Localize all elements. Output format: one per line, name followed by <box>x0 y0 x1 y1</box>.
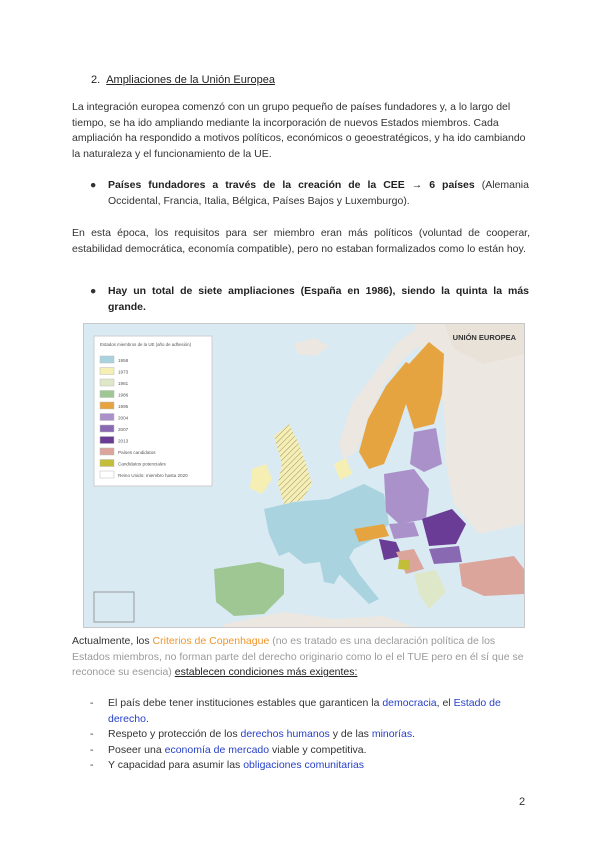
legend-title: Estados miembros de la UE (año de adhesión) <box>100 342 192 347</box>
conditions-list <box>90 696 530 774</box>
legend-swatch <box>100 460 114 467</box>
criteria-lead: Actualmente, los <box>72 635 153 647</box>
legend-label: 1958 <box>118 357 129 363</box>
legend-swatch <box>100 379 114 386</box>
legend-label: 1981 <box>118 380 129 386</box>
era-paragraph: En esta época, los requisitos para ser miembro eran más políticos (voluntad de cooperar, estabilidad democrática, economía compatible), pero no estaban formalizados como lo están hoy. <box>72 227 530 255</box>
legend-label: Países candidatos <box>118 449 156 455</box>
legend-swatch <box>100 414 114 421</box>
list-item: - Respeto y protección de los derechos humanos y de las minorías. <box>90 727 530 743</box>
legend-label: 1995 <box>118 403 129 409</box>
rule-of-law-link[interactable]: Estado de derecho <box>108 697 501 725</box>
legend-swatch <box>100 368 114 375</box>
minorities-link[interactable]: minorías <box>371 728 413 740</box>
legend-label: Candidatos potenciales <box>118 461 166 467</box>
democracy-link[interactable]: democracia <box>382 697 437 709</box>
list-dash: - <box>90 759 94 771</box>
bullet-dot: ● <box>90 179 97 191</box>
list-item: - Y capacidad para asumir las obligaciones comunitarias <box>90 758 530 774</box>
potential-candidates <box>398 560 410 570</box>
legend-swatch <box>100 356 114 363</box>
legend-swatch <box>100 391 114 398</box>
section-heading <box>91 74 275 86</box>
legend-label: 1986 <box>118 392 129 398</box>
legend-swatch <box>100 471 114 478</box>
legend-swatch <box>100 402 114 409</box>
founders-bold: Países fundadores a través de la creación de la CEE → 6 países <box>108 179 475 191</box>
copenhagen-paragraph <box>72 634 530 681</box>
list-dash: - <box>90 697 94 709</box>
map-title: UNIÓN EUROPEA <box>452 333 516 342</box>
legend-swatch <box>100 425 114 432</box>
human-rights-link[interactable]: derechos humanos <box>240 728 330 740</box>
eu-map-image <box>83 323 525 628</box>
list-item: - Poseer una economía de mercado viable y competitiva. <box>90 743 530 759</box>
legend-swatch <box>100 437 114 444</box>
eu-map-svg <box>84 324 524 627</box>
bullet-dot: ● <box>90 285 97 297</box>
legend-label: 2007 <box>118 426 129 432</box>
legend-label: 2013 <box>118 438 129 444</box>
section-title: Ampliaciones de la Unión Europea <box>106 74 275 86</box>
legend-swatch <box>100 448 114 455</box>
list-dash: - <box>90 728 94 740</box>
list-item: - El país debe tener instituciones estables que garanticen la democracia, el Estado de derecho. <box>90 697 501 725</box>
community-obligations-link[interactable]: obligaciones comunitarias <box>243 759 365 771</box>
list-dash: - <box>90 743 94 756</box>
legend-label: 2004 <box>118 415 129 421</box>
bullet-enlargements <box>92 284 529 315</box>
founders-rest: (Alemania Occidental, Francia, Italia, Bélgica, Países Bajos y Luxemburgo). <box>108 179 529 207</box>
legend-label: 1973 <box>118 369 129 375</box>
copenhagen-criteria: Criterios de Copenhague <box>152 635 270 647</box>
hungary <box>389 522 419 539</box>
market-economy-link[interactable]: economía de mercado <box>164 743 270 756</box>
page-number: 2 <box>519 796 526 808</box>
enlargements-bold: Hay un total de siete ampliaciones (España en 1986), siendo la quinta la más grande. <box>108 285 529 313</box>
criteria-tail: establecen condiciones más exigentes: <box>174 666 358 678</box>
bulgaria <box>429 546 462 564</box>
section-number: 2. <box>91 74 101 86</box>
intro-paragraph: La integración europea comenzó con un grupo pequeño de países fundadores y, a lo largo del tiempo, se ha ido ampliando mediante la incorporación de nuevos Estados miembros. Cada ampliación ha respondido a motivos políticos, económicos o geoestratégicos, y ha ido cambiando la naturaleza y el funcionamiento de la UE. <box>72 101 526 160</box>
criteria-note: (no es tratado es una declaración política de los Estados miembros, no forman parte del derecho originario como lo el el TUE pero en él sí que se reconoce su esencia) <box>72 635 524 678</box>
legend-label: Reino Unido: miembro hasta 2020 <box>118 472 188 478</box>
bullet-founders <box>92 178 529 209</box>
